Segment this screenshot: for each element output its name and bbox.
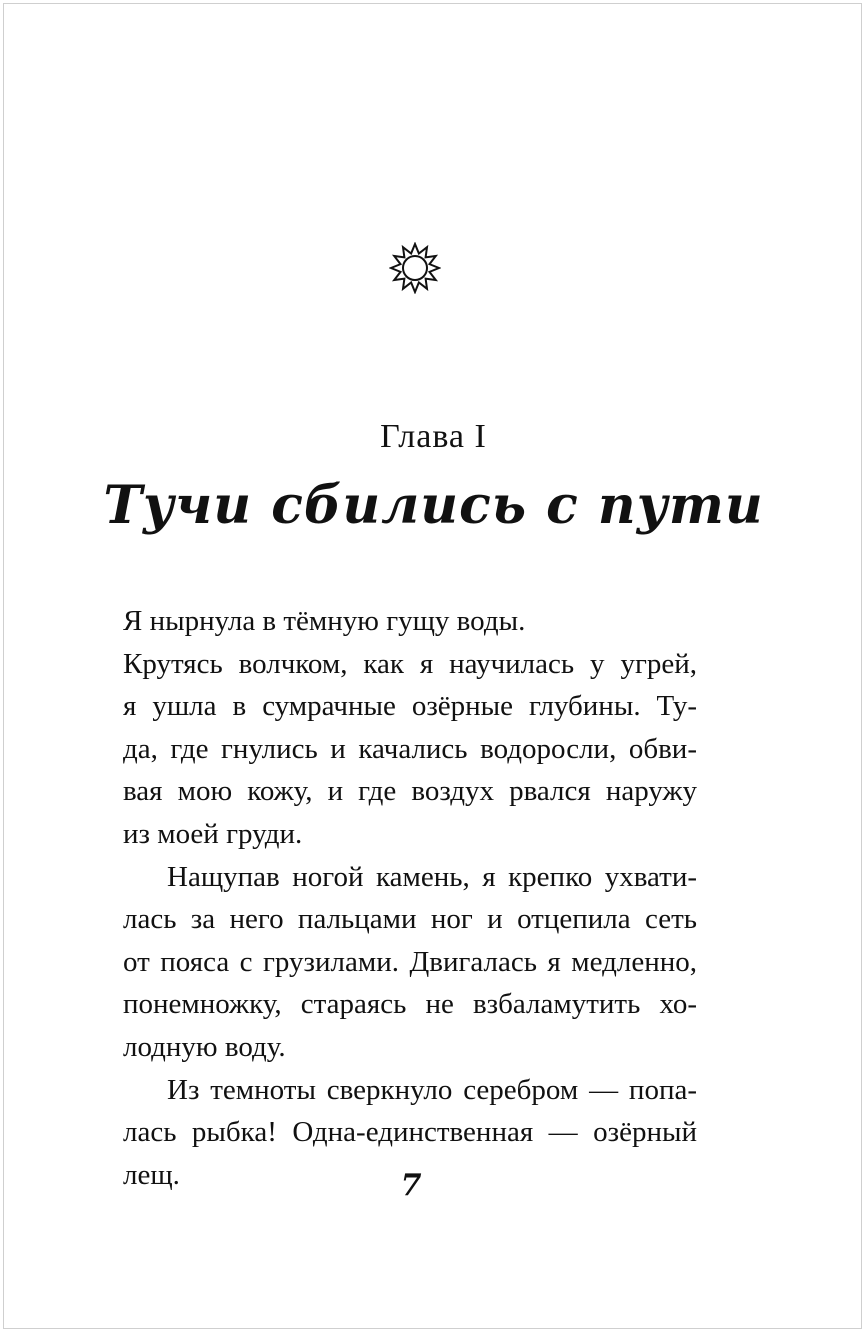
body-line: лещ. [123, 1158, 180, 1191]
body-line: понемножку, стараясь не взбаламутить хо- [123, 988, 697, 1021]
page-number: 7 [400, 1168, 422, 1203]
chapter-title: Тучи сбились с пути [103, 475, 764, 536]
body-line: лодную воду. [123, 1030, 286, 1063]
body-line: вая мою кожу, и где воздух рвался наружу [123, 775, 697, 808]
body-line: лась за него пальцами ног и отцепила сеть [123, 903, 697, 936]
body-line: я ушла в сумрачные озёрные глубины. Ту- [123, 690, 697, 723]
body-line: Я нырнула в тёмную гущу воды. [123, 605, 526, 637]
body-line: из моей груди. [123, 817, 303, 850]
body-line: лась рыбка! Одна-единственная — озёрный [123, 1116, 697, 1149]
chapter-body [123, 600, 697, 1196]
chapter-label: Глава I [380, 418, 487, 455]
body-line: от пояса с грузилами. Двигалась я медленно, [123, 945, 697, 978]
body-line: Нащупав ногой камень, я крепко ухвати- [167, 860, 697, 893]
body-line: да, где гнулись и качались водоросли, обви- [123, 732, 697, 765]
body-line: Из темноты сверкнуло серебром — попа- [167, 1073, 697, 1106]
sun-icon [389, 242, 441, 294]
body-line: Крутясь волчком, как я научилась у угрей, [123, 647, 697, 680]
